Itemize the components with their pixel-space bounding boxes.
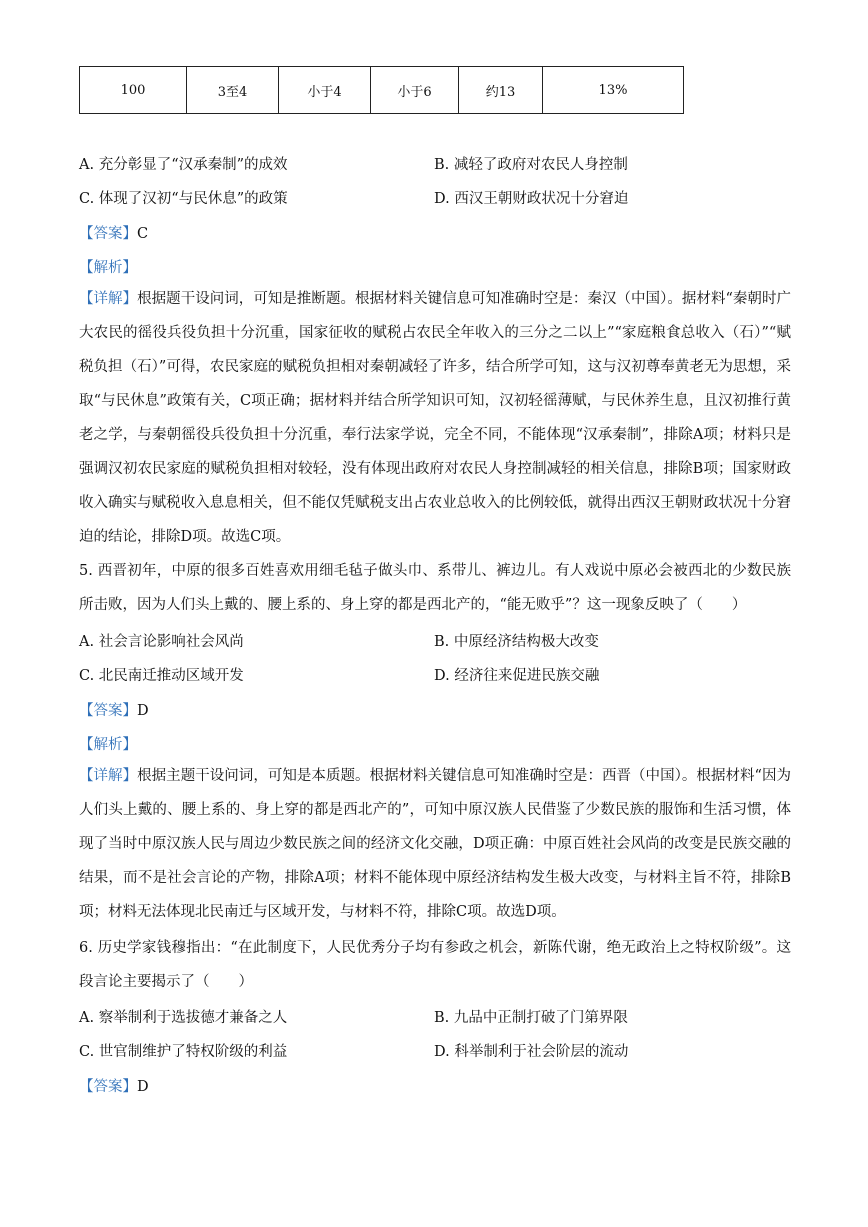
detail-text: 根据主题干设问词，可知是本质题。根据材料关键信息可知准确时空是：西晋（中国）。根据材料“因为人们头上戴的、腰上系的、身上穿的都是西北产的”，可知中原汉族人民借鉴了少数民族的服饰和生活习惯，体现了当时中原汉族人民与周边少数民族之间的经济文化交融，D项正确：中原百姓社会风尚的改变是民族交融的结果，而不是社会言论的产物，排除A项；材料不能体现中原经济结构发生极大改变，与材料主旨不符，排除B项；材料无法体现北民南迁与区域开发，与材料不符，排除C项。故选D项。 (79, 768, 791, 920)
answer-value: D (137, 1079, 149, 1095)
q5-analysis-label (79, 735, 137, 755)
data-table (79, 66, 684, 114)
table-cell: 小于6 (371, 67, 459, 114)
table-row (80, 67, 684, 114)
q4-answer (79, 224, 148, 244)
analysis-label: 【解析】 (79, 737, 137, 753)
table-cell: 3至4 (187, 67, 279, 114)
q6-option-d: D. 科举制利于社会阶层的流动 (434, 1044, 629, 1060)
q5-detail (79, 759, 791, 929)
detail-label: 【详解】 (79, 768, 138, 784)
q5-answer (79, 701, 149, 721)
q4-analysis-label (79, 258, 137, 278)
answer-label: 【答案】 (79, 226, 137, 242)
table-cell: 约13 (459, 67, 543, 114)
q5-option-b: B. 中原经济结构极大改变 (434, 634, 599, 650)
q4-detail (79, 282, 791, 554)
q6-option-b: B. 九品中正制打破了门第界限 (434, 1010, 628, 1026)
table-cell: 小于4 (279, 67, 371, 114)
q4-option-b: B. 减轻了政府对农民人身控制 (434, 157, 628, 173)
data-table-container (79, 66, 684, 114)
q4-option-d: D. 西汉王朝财政状况十分窘迫 (434, 191, 629, 207)
analysis-label: 【解析】 (79, 260, 137, 276)
q4-option-c: C. 体现了汉初“与民休息”的政策 (79, 191, 288, 207)
q6-option-c: C. 世官制维护了特权阶级的利益 (79, 1044, 288, 1060)
q5-stem: 5. 西晋初年，中原的很多百姓喜欢用细毛毡子做头巾、系带儿、裤边儿。有人戏说中原必会被西北的少数民族所击败，因为人们头上戴的、腰上系的、身上穿的都是西北产的，“能无败乎”？这一现象反映了（ ） (79, 563, 791, 613)
answer-value: C (137, 226, 149, 242)
detail-label: 【详解】 (79, 291, 138, 307)
table-cell: 100 (80, 67, 187, 114)
q6-option-a: A. 察举制利于选拔德才兼备之人 (79, 1010, 288, 1026)
q6-answer (79, 1077, 149, 1097)
q4-option-a: A. 充分彰显了“汉承秦制”的成效 (79, 157, 288, 173)
q5-option-c: C. 北民南迁推动区域开发 (79, 668, 244, 684)
answer-label: 【答案】 (79, 703, 137, 719)
q6-stem: 6. 历史学家钱穆指出：“在此制度下，人民优秀分子均有参政之机会，新陈代谢，绝无政治上之特权阶级”。这段言论主要揭示了（ ） (79, 940, 791, 990)
q5-option-a: A. 社会言论影响社会风尚 (79, 634, 244, 650)
answer-label: 【答案】 (79, 1079, 137, 1095)
answer-value: D (137, 703, 149, 719)
table-cell: 13% (543, 67, 684, 114)
q5-option-d: D. 经济往来促进民族交融 (434, 668, 600, 684)
detail-text: 根据题干设问词，可知是推断题。根据材料关键信息可知准确时空是：秦汉（中国）。据材料“秦朝时广大农民的徭役兵役负担十分沉重，国家征收的赋税占农民全年收入的三分之二以上”“家庭粮食总收入（石）”“赋税负担（石）”可得，农民家庭的赋税负担相对秦朝减轻了许多，结合所学可知，这与汉初尊奉黄老无为思想，采取“与民休息”政策有关，C项正确；据材料并结合所学知识可知，汉初轻徭薄赋，与民休养生息，且汉初推行黄老之学，与秦朝徭役兵役负担十分沉重，奉行法家学说，完全不同，不能体现“汉承秦制”，排除A项；材料只是强调汉初农民家庭的赋税负担相对较轻，没有体现出政府对农民人身控制减轻的相关信息，排除B项；国家财政收入确实与赋税收入息息相关，但不能仅凭赋税支出占农业总收入的比例较低，就得出西汉王朝财政状况十分窘迫的结论，排除D项。故选C项。 (79, 291, 791, 545)
